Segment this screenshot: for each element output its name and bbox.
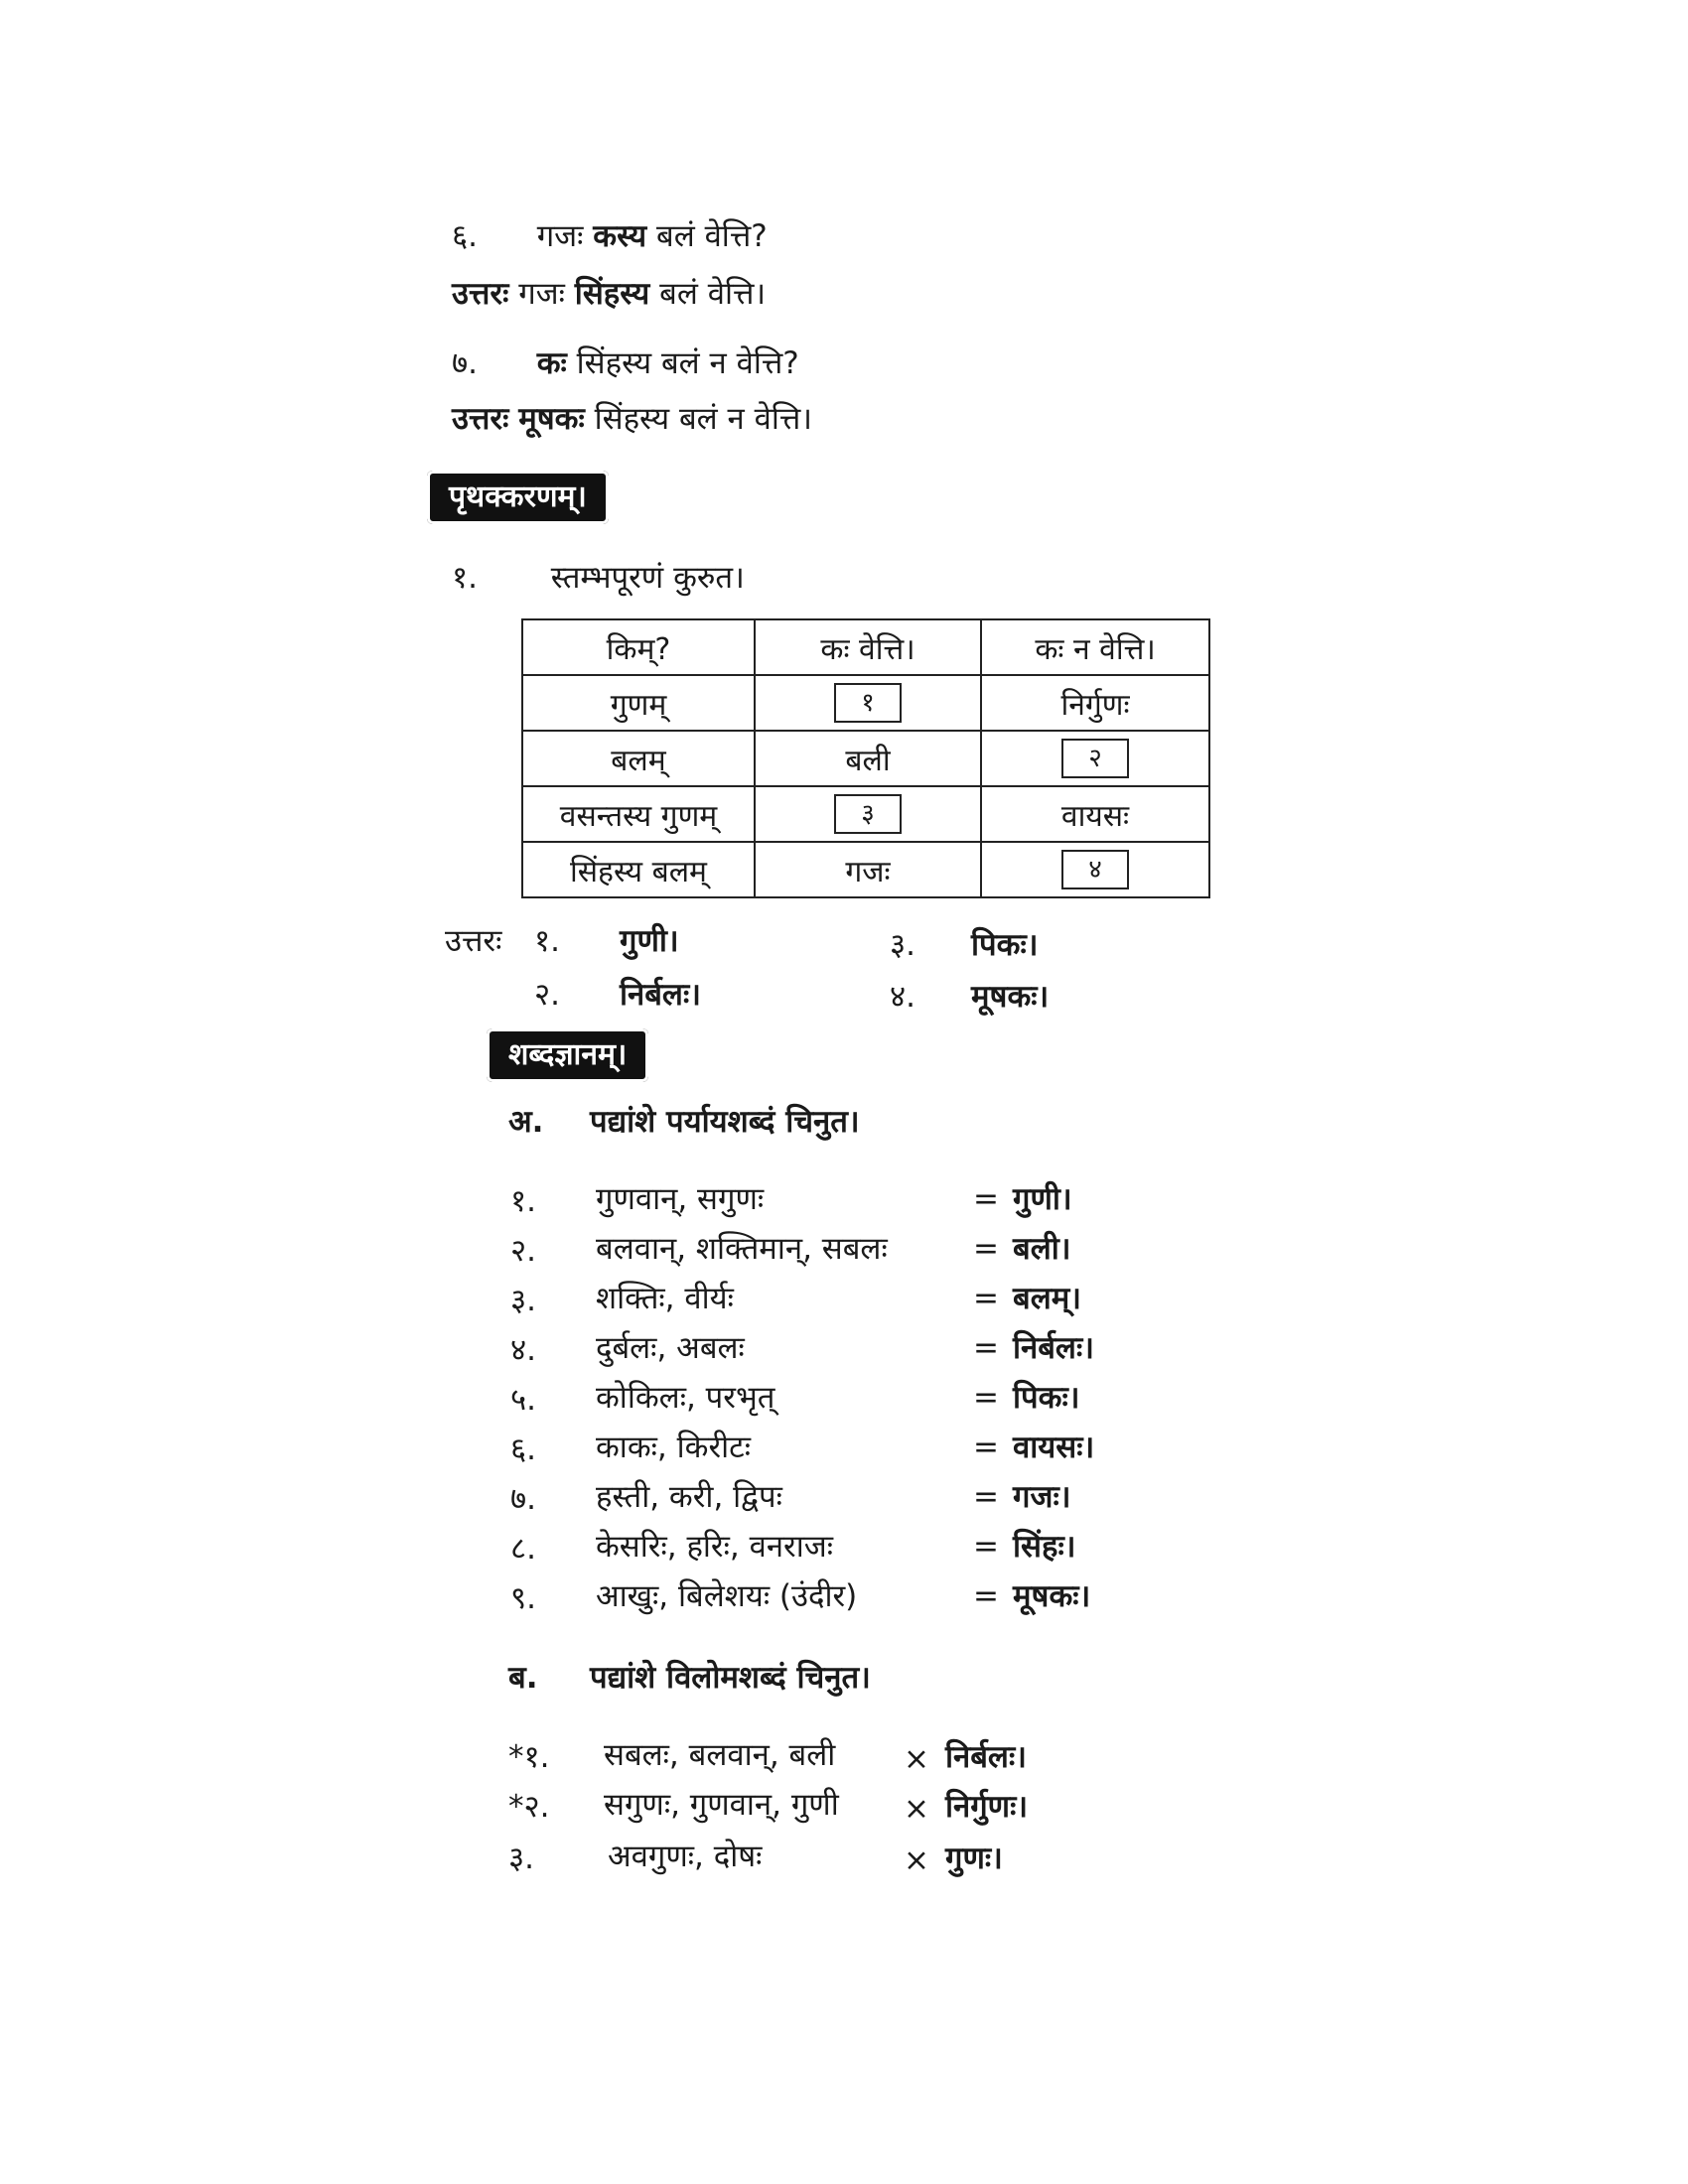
equals-sign: =: [973, 1529, 999, 1565]
blank-box: १: [834, 683, 902, 723]
blank-box: २: [1061, 739, 1129, 778]
list-item-answer: बलम्।: [1013, 1281, 1082, 1316]
equals-sign: =: [973, 1380, 999, 1416]
list-item-words: केसरिः, हरिः, वनराजः: [596, 1529, 833, 1565]
list-item-words: बलवान्, शक्तिमान्, सबलः: [596, 1231, 888, 1267]
equals-sign: =: [973, 1231, 999, 1267]
list-item-answer: निर्बलः।: [1013, 1330, 1094, 1366]
equals-sign: =: [973, 1281, 999, 1316]
answer-number: ३.: [890, 927, 915, 963]
table-cell: वसन्तस्य गुणम्: [522, 786, 755, 842]
list-item-words: सबलः, बलवान्, बली: [604, 1737, 836, 1773]
answer-text-bold: मूषकः: [518, 401, 585, 437]
table-header-cell: कः वेत्ति।: [755, 619, 981, 675]
answer-number: ४.: [890, 979, 915, 1015]
part-b-instruction: पद्यांशे विलोमशब्दं चिनुत।: [590, 1660, 871, 1696]
equals-sign: =: [973, 1479, 999, 1515]
section-banner-prithakkaranam: पृथक्करणम्।: [427, 471, 609, 524]
answer-text: गुणी।: [620, 923, 679, 959]
list-item-words: आखुः, बिलेशयः (उंदीर): [596, 1578, 858, 1614]
equals-sign: =: [973, 1430, 999, 1465]
list-item-words: काकः, किरीटः: [596, 1430, 752, 1465]
table-cell: गुणम्: [522, 675, 755, 731]
table-cell: वायसः: [981, 786, 1209, 842]
answer-text-pre: गजः: [518, 276, 565, 312]
list-item-answer: गुणः।: [945, 1841, 1003, 1876]
question-number: ६.: [452, 218, 478, 254]
answer-text-post: सिंहस्य बलं न वेत्ति।: [594, 401, 813, 437]
list-item-answer: मूषकः।: [1013, 1578, 1091, 1614]
list-item-words: सगुणः, गुणवान्, गुणी: [604, 1787, 839, 1823]
question-number: ७.: [452, 345, 478, 381]
table-cell: बलम्: [522, 731, 755, 786]
table-cell: [755, 675, 981, 731]
table-row: [522, 675, 1209, 731]
answer-number: २.: [534, 977, 560, 1013]
answer-text: पिकः।: [971, 927, 1039, 963]
question-6: [452, 216, 768, 256]
table-row: [522, 842, 1209, 897]
list-item-number: ३.: [510, 1283, 536, 1318]
list-item-words: हस्ती, करी, द्विपः: [596, 1479, 782, 1515]
answer-6: [452, 274, 766, 314]
answer-7: [452, 399, 812, 439]
table-header-cell: किम्?: [522, 619, 755, 675]
list-item-number: २.: [510, 1233, 536, 1269]
instruction-column-fill: [452, 558, 745, 598]
question-text-post: सिंहस्य बलं न वेत्ति?: [576, 345, 799, 381]
question-text-bold: कस्य: [593, 218, 647, 254]
list-item-answer: वायसः।: [1013, 1430, 1095, 1465]
list-item-words: कोकिलः, परभृत्: [596, 1380, 775, 1416]
list-item-words: गुणवान्, सगुणः: [596, 1181, 765, 1217]
list-item-answer: गजः।: [1013, 1479, 1071, 1515]
answer-text-post: बलं वेत्ति।: [659, 276, 767, 312]
question-text-bold: कः: [536, 345, 567, 381]
table-cell: निर्गुणः: [981, 675, 1209, 731]
list-item-answer: निर्बलः।: [945, 1739, 1027, 1775]
table-cell: [755, 786, 981, 842]
table-header-cell: कः न वेत्ति।: [981, 619, 1209, 675]
table-cell: बली: [755, 731, 981, 786]
table-cell: [981, 842, 1209, 897]
list-item-words: अवगुणः, दोषः: [608, 1839, 763, 1874]
blank-box: ३: [834, 794, 902, 834]
answer-text: मूषकः।: [971, 979, 1050, 1015]
question-text-post: बलं वेत्ति?: [656, 218, 768, 254]
answer-text: निर्बलः।: [620, 977, 701, 1013]
list-item-answer: बली।: [1013, 1231, 1071, 1267]
equals-sign: =: [973, 1578, 999, 1614]
table-cell: सिंहस्य बलम्: [522, 842, 755, 897]
equals-sign: =: [973, 1181, 999, 1217]
list-item-number: ३.: [508, 1841, 534, 1876]
table-row: [522, 731, 1209, 786]
blank-box: ४: [1061, 850, 1129, 889]
table-row: [522, 786, 1209, 842]
column-fill-table: [521, 618, 1210, 898]
list-item-number: ८.: [510, 1531, 536, 1567]
equals-sign: =: [973, 1330, 999, 1366]
section-banner-shabdajnanam: शब्दज्ञानम्।: [487, 1028, 648, 1082]
table-cell: गजः: [755, 842, 981, 897]
answers-label: उत्तरः: [445, 923, 502, 959]
list-item-words: शक्तिः, वीर्यः: [596, 1281, 734, 1316]
list-item-number: ६.: [510, 1432, 536, 1467]
list-item-answer: सिंहः।: [1013, 1529, 1076, 1565]
answer-number: १.: [534, 923, 560, 959]
question-7: [452, 343, 799, 383]
table-header-row: [522, 619, 1209, 675]
list-item-number: *२.: [508, 1789, 550, 1825]
instruction-text: स्तम्भपूरणं कुरुत।: [550, 560, 745, 596]
list-item-number: ९.: [510, 1580, 536, 1616]
list-item-number: ७.: [510, 1481, 536, 1517]
part-a-instruction: पद्यांशे पर्यायशब्दं चिनुत।: [590, 1104, 860, 1140]
part-b-label: ब.: [508, 1660, 538, 1696]
list-item-number: ५.: [510, 1382, 536, 1418]
cross-sign: ×: [904, 1791, 929, 1827]
list-item-answer: निर्गुणः।: [945, 1789, 1029, 1825]
answer-label: उत्तरः: [452, 401, 509, 437]
cross-sign: ×: [904, 1741, 929, 1777]
table-cell: [981, 731, 1209, 786]
answer-label: उत्तरः: [452, 276, 509, 312]
list-item-number: १.: [510, 1183, 536, 1219]
list-item-answer: पिकः।: [1013, 1380, 1080, 1416]
cross-sign: ×: [904, 1843, 929, 1878]
answer-text-bold: सिंहस्य: [574, 276, 650, 312]
list-item-number: *१.: [508, 1739, 550, 1775]
list-item-answer: गुणी।: [1013, 1181, 1072, 1217]
instruction-number: १.: [452, 560, 478, 596]
part-a-label: अ.: [508, 1104, 544, 1140]
list-item-words: दुर्बलः, अबलः: [596, 1330, 745, 1366]
question-text-pre: गजः: [536, 218, 584, 254]
list-item-number: ४.: [510, 1332, 536, 1368]
